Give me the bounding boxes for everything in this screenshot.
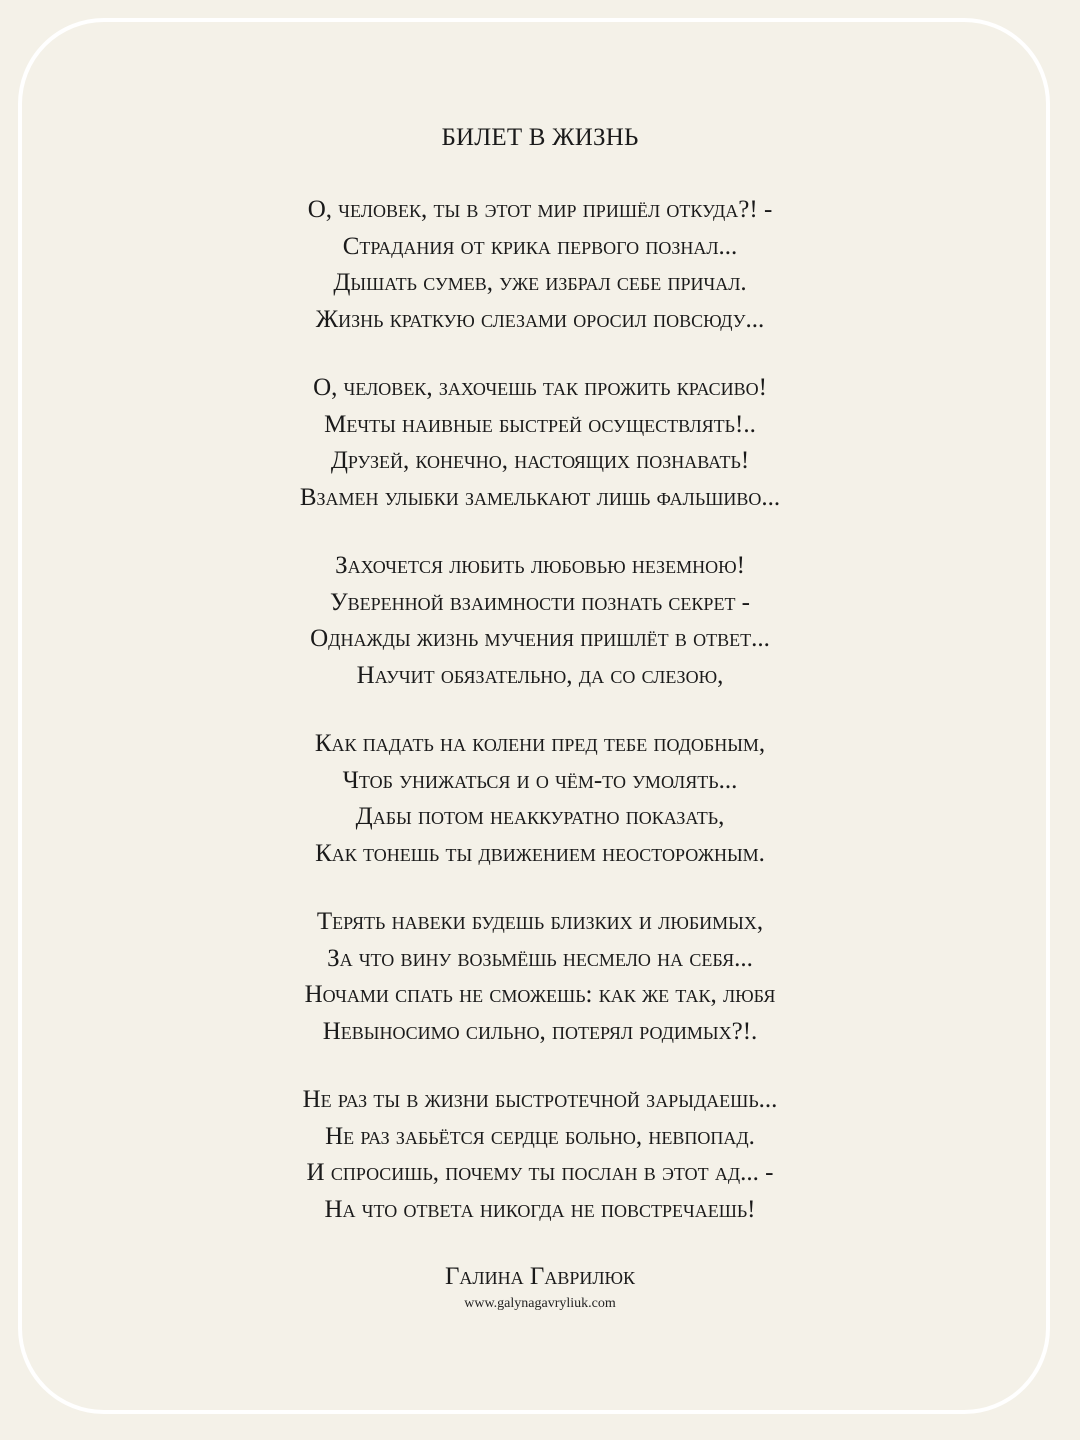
poem-line: Дабы потом неаккуратно показать, [355,803,725,830]
stanza-4 [0,726,1080,872]
poem-line: О, человек, ты в этот мир пришёл откуда?! - [307,196,773,223]
stanza-1 [0,192,1080,338]
poem-line: Дышать сумев, уже избрал себе причал. [333,269,747,296]
poem-line: Захочется любить любовью неземною! [335,552,745,579]
poem-line: И спросишь, почему ты послан в этот ад... - [306,1159,774,1186]
poem-line: Научит обязательно, да со слезою, [356,661,724,689]
poem-line: За что вину возьмёшь несмело на себя... [327,944,753,972]
poem-line: Ночами спать не сможешь: как же так, любя [304,981,776,1008]
poem-line: Страдания от крика первого познал... [342,232,738,260]
poem-line: На что ответа никогда не повстречаешь! [324,1195,756,1223]
poem-line: Взамен улыбки замелькают лишь фальшиво... [299,483,781,511]
poem-line: Невыносимо сильно, потерял родимых?!. [322,1017,758,1045]
poem-line: Жизнь краткую слезами оросил повсюду... [315,305,765,333]
poem-line: Друзей, конечно, настоящих познавать! [330,447,750,474]
stanza-6 [0,1082,1080,1228]
poem-line: Как падать на колени пред тебе подобным, [314,730,766,757]
poem-content [0,116,1080,1314]
stanza-3 [0,548,1080,694]
poem-line: Однажды жизнь мучения пришлёт в ответ... [310,625,770,652]
stanza-2 [0,370,1080,516]
author-name: Галина Гаврилюк [444,1263,636,1290]
poem-line: Терять навеки будешь близких и любимых, [316,908,764,935]
poem-line: Уверенной взаимности познать секрет - [329,588,751,616]
website-url: www.galynagavryliuk.com [464,1296,616,1311]
poem-line: Не раз забьётся сердце больно, невпопад. [325,1122,755,1150]
poem-line: Не раз ты в жизни быстротечной зарыдаешь... [302,1086,778,1113]
stanza-5 [0,904,1080,1050]
poem-line: О, человек, захочешь так прожить красиво! [313,374,767,401]
poem-line: Чтоб унижаться и о чём-то умолять... [342,766,738,794]
poem-line: Мечты наивные быстрей осуществлять!.. [324,410,756,438]
poem-title: БИЛЕТ В ЖИЗНЬ [441,124,639,151]
poem-line: Как тонешь ты движением неосторожным. [315,839,765,867]
